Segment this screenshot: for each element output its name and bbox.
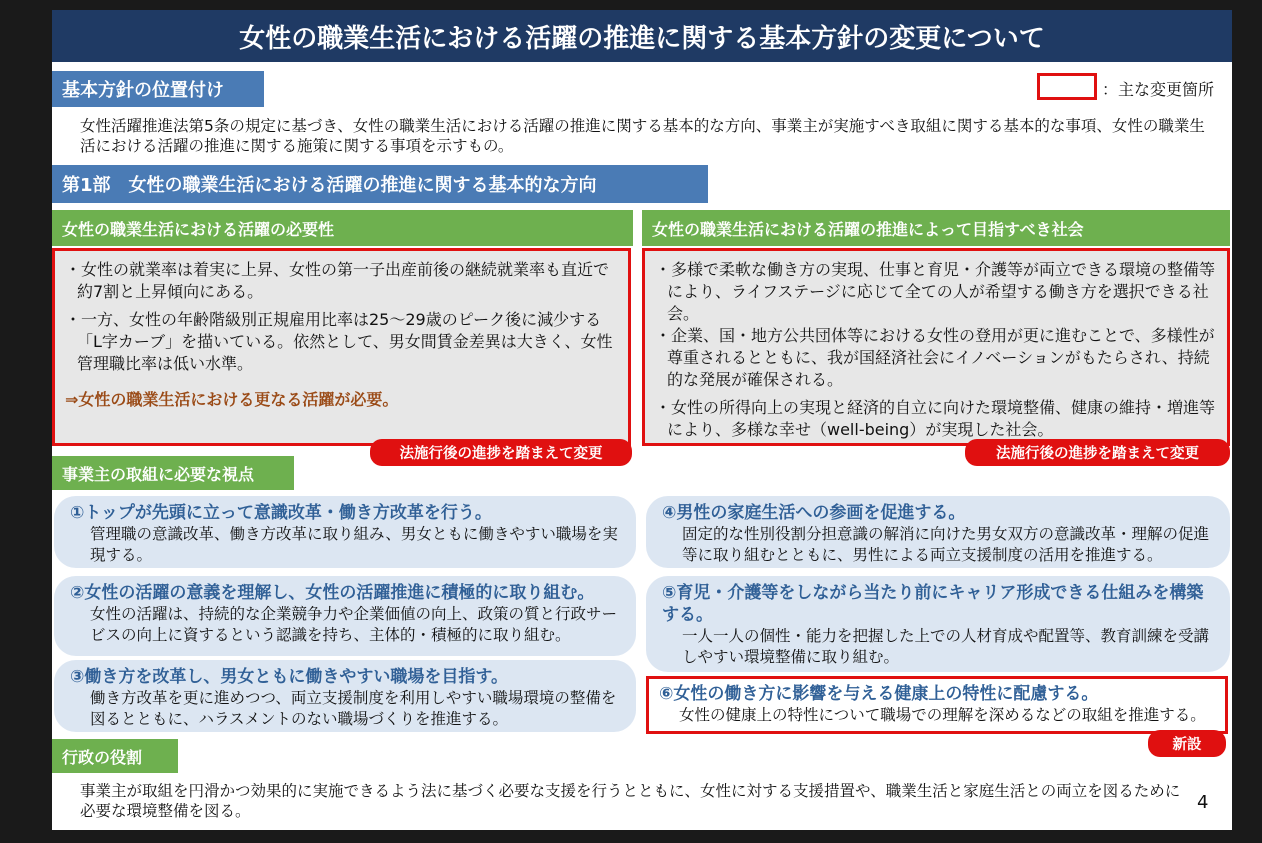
- part1-header: 第1部 女性の職業生活における活躍の推進に関する基本的な方向: [52, 165, 708, 203]
- employer-item-6: [646, 676, 1228, 734]
- employer-item-3-title: ③働き方を改革し、男女ともに働きやすい職場を目指す。: [70, 667, 509, 687]
- new-badge: 新設: [1148, 730, 1226, 757]
- employer-item-4-title: ④男性の家庭生活への参画を促進する。: [662, 503, 966, 523]
- employer-item-4: [646, 496, 1230, 568]
- necessity-header: 女性の職業生活における活躍の必要性: [52, 210, 633, 246]
- employer-item-5-body: 一人一人の個性・能力を把握した上での人材育成や配置等、教育訓練を受講しやすい環境整備に取り組む。: [682, 627, 1210, 666]
- employer-item-5: [646, 576, 1230, 672]
- necessity-change-badge: 法施行後の進捗を踏まえて変更: [370, 439, 632, 466]
- society-bullet-2: ・企業、国・地方公共団体等における女性の登用が更に進むことで、多様性が尊重されるとともに、我が国経済社会にイノベーションがもたらされ、持続的な発展が確保される。: [655, 326, 1215, 389]
- society-change-badge: 法施行後の進捗を踏まえて変更: [965, 439, 1230, 466]
- employer-item-4-body: 固定的な性別役割分担意識の解消に向けた男女双方の意識改革・理解の促進等に取り組むとともに、男性による両立支援制度の活用を推進する。: [682, 525, 1210, 564]
- employer-header: 事業主の取組に必要な視点: [52, 456, 294, 490]
- legend-label: ：主な変更箇所: [1102, 80, 1215, 99]
- employer-item-1: [54, 496, 636, 568]
- section-header-positioning: 基本方針の位置付け: [52, 71, 264, 107]
- employer-item-5-title: ⑤育児・介護等をしながら当たり前にキャリア形成できる仕組みを構築する。: [662, 583, 1204, 625]
- necessity-bullet-2: ・一方、女性の年齢階級別正規雇用比率は25～29歳のピーク後に減少する「L字カーブ」を描いている。依然として、男女間賃金差異は大きく、女性管理職比率は低い水準。: [65, 310, 613, 373]
- positioning-text: 女性活躍推進法第5条の規定に基づき、女性の職業生活における活躍の推進に関する基本的な方向、事業主が実施すべき取組に関する基本的な事項、女性の職業生活における活躍の推進に関する施策に関する事項を示すもの。: [80, 117, 1205, 155]
- employer-item-6-title: ⑥女性の働き方に影響を与える健康上の特性に配慮する。: [659, 684, 1099, 704]
- necessity-box: [52, 248, 631, 446]
- society-bullet-3: ・女性の所得向上の実現と経済的自立に向けた環境整備、健康の維持・増進等により、多様な幸せ（well-being）が実現した社会。: [655, 398, 1216, 439]
- slide-title: 女性の職業生活における活躍の推進に関する基本方針の変更について: [52, 10, 1232, 62]
- employer-item-3-body: 働き方改革を更に進めつつ、両立支援制度を利用しやすい職場環境の整備を図るとともに、ハラスメントのない職場づくりを推進する。: [90, 689, 617, 728]
- society-header: 女性の職業生活における活躍の推進によって目指すべき社会: [642, 210, 1230, 246]
- society-bullet-1: ・多様で柔軟な働き方の実現、仕事と育児・介護等が両立できる環境の整備等により、ライフステージに応じて全ての人が希望する働き方を選択できる社会。: [655, 260, 1216, 323]
- employer-item-1-body: 管理職の意識改革、働き方改革に取り組み、男女ともに働きやすい職場を実現する。: [90, 525, 618, 564]
- employer-item-2-body: 女性の活躍は、持続的な企業競争力や企業価値の向上、政策の質と行政サービスの向上に資するという認識を持ち、主体的・積極的に取り組む。: [90, 605, 618, 644]
- slide: [52, 10, 1232, 830]
- employer-item-1-title: ①トップが先頭に立って意識改革・働き方改革を行う。: [70, 503, 492, 523]
- page-number: 4: [1197, 792, 1209, 813]
- employer-item-6-body: 女性の健康上の特性について職場での理解を深めるなどの取組を推進する。: [679, 706, 1206, 724]
- admin-text: 事業主が取組を円滑かつ効果的に実施できるよう法に基づく必要な支援を行うとともに、女性に対する支援措置や、職業生活と家庭生活との両立を図るために必要な環境整備を図る。: [80, 782, 1181, 820]
- admin-header: 行政の役割: [52, 739, 178, 773]
- employer-item-3: [54, 660, 636, 732]
- employer-item-2-title: ②女性の活躍の意義を理解し、女性の活躍推進に積極的に取り組む。: [70, 583, 595, 603]
- necessity-bullet-1: ・女性の就業率は着実に上昇、女性の第一子出産前後の継続就業率も直近で約7割と上昇傾向にある。: [65, 260, 610, 301]
- employer-item-2: [54, 576, 636, 656]
- necessity-conclusion: ⇒女性の職業生活における更なる活躍が必要。: [65, 390, 399, 409]
- legend-red-box: [1037, 73, 1097, 100]
- society-box: [642, 248, 1230, 446]
